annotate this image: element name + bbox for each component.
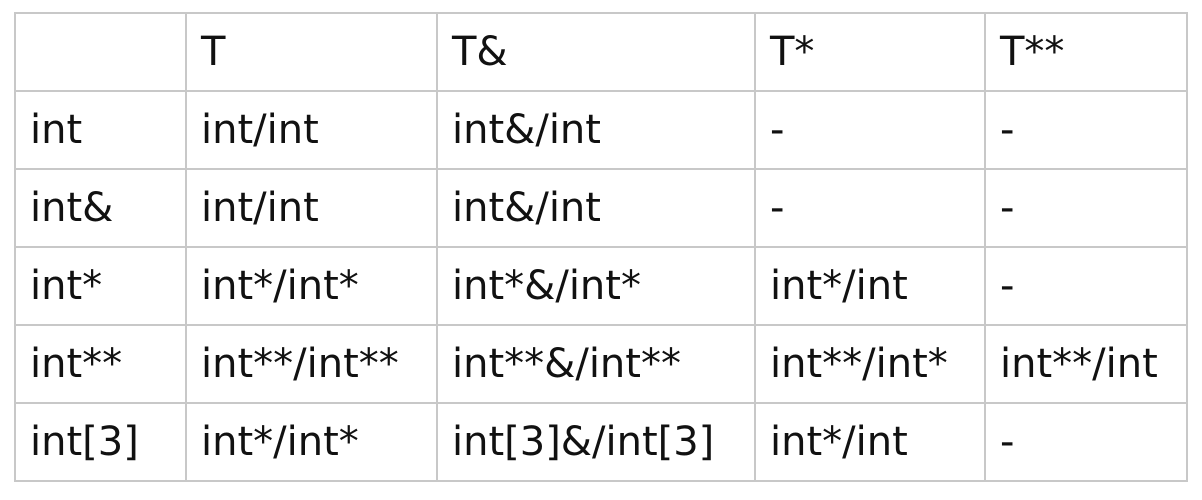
header-cell-T-ptr: T* <box>755 13 985 91</box>
table-cell: - <box>985 169 1187 247</box>
header-cell-T-ref: T& <box>437 13 755 91</box>
table-cell: int[3]&/int[3] <box>437 403 755 481</box>
table-row <box>15 91 1187 169</box>
table-cell: - <box>755 91 985 169</box>
table-row <box>15 169 1187 247</box>
table-cell: int*/int <box>755 247 985 325</box>
header-cell-T-ptr-ptr: T** <box>985 13 1187 91</box>
table-row <box>15 247 1187 325</box>
type-deduction-table <box>14 12 1188 482</box>
table-row <box>15 403 1187 481</box>
header-cell-corner <box>15 13 186 91</box>
row-label: int** <box>15 325 186 403</box>
row-label: int[3] <box>15 403 186 481</box>
table-cell: int*/int <box>755 403 985 481</box>
table-cell: - <box>985 247 1187 325</box>
table-cell: int**/int* <box>755 325 985 403</box>
row-label: int& <box>15 169 186 247</box>
table-cell: int&/int <box>437 169 755 247</box>
table-cell: int*/int* <box>186 247 437 325</box>
header-cell-T: T <box>186 13 437 91</box>
table-cell: int/int <box>186 169 437 247</box>
table-cell: int**&/int** <box>437 325 755 403</box>
row-label: int <box>15 91 186 169</box>
table-row <box>15 325 1187 403</box>
table-cell: int**/int** <box>186 325 437 403</box>
table-cell: int/int <box>186 91 437 169</box>
table-cell: int&/int <box>437 91 755 169</box>
table-cell: int*/int* <box>186 403 437 481</box>
table-cell: - <box>985 91 1187 169</box>
row-label: int* <box>15 247 186 325</box>
table-cell: - <box>755 169 985 247</box>
table-cell: int*&/int* <box>437 247 755 325</box>
table-cell: int**/int <box>985 325 1187 403</box>
header-row <box>15 13 1187 91</box>
table-cell: - <box>985 403 1187 481</box>
